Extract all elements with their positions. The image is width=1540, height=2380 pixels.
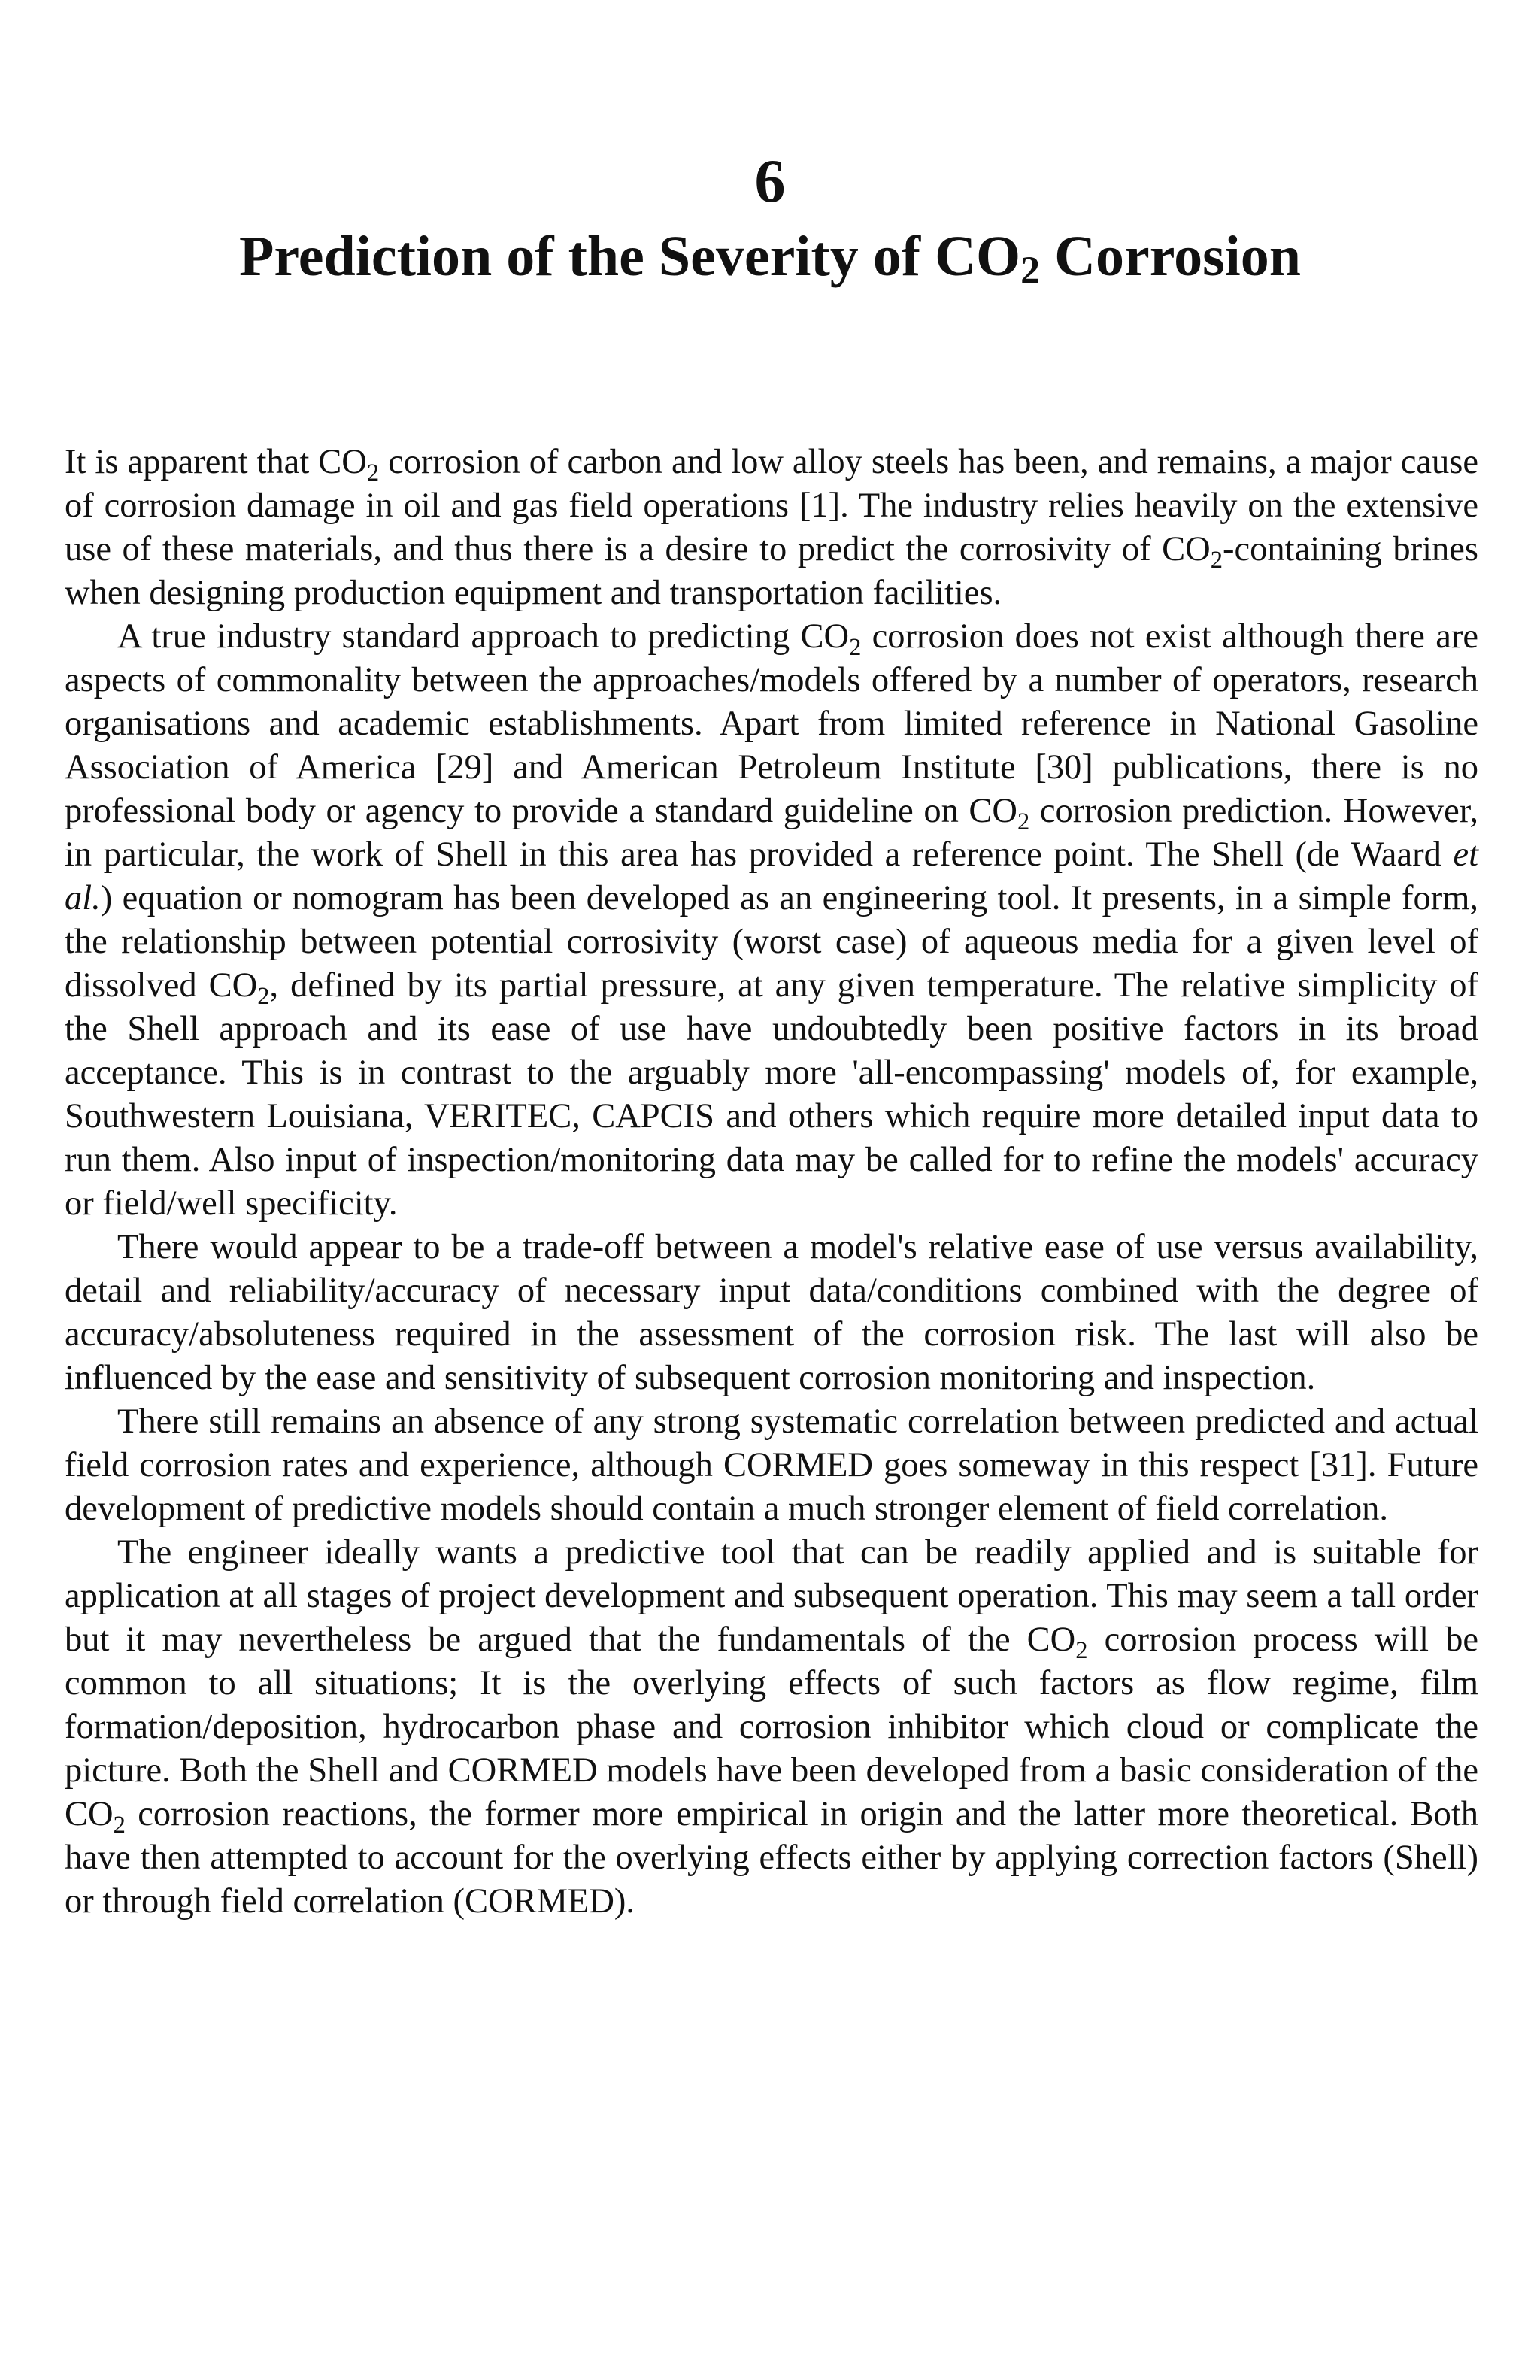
co2-subscript: 2 (366, 459, 380, 487)
text-run: It is apparent that CO (65, 443, 367, 481)
paragraph-2 (65, 615, 1478, 1226)
text-run: A true industry standard approach to predicting CO (117, 617, 850, 656)
text-run: corrosion prediction. However, in particular, the work of Shell in this area has provided a reference point. The Shell (de Waard (65, 792, 1478, 874)
text-run: corrosion reactions, the former more empirical in origin and the latter more theoretical. Both have then attempted to account for the overlying effects either by applying correction factors (Shell) or through field correlation (CORMED). (65, 1795, 1478, 1921)
citation-et-al: et al. (65, 835, 1478, 917)
co2-subscript: 2 (1017, 808, 1030, 835)
text-run: , defined by its partial pressure, at any given temperature. The relative simplicity of the Shell approach and its ease of use have undoubtedly been positive factors in its broad acceptance. This is in contrast to the arguably more 'all-encompassing' models of, for example, Southwestern Louisiana, VERITEC, CAPCIS and others which require more detailed input data to run them. Also input of inspection/monitoring data may be called for to refine the models' accuracy or field/well specificity. (65, 966, 1479, 1223)
text-run: corrosion does not exist although there are aspects of commonality between the approaches/models offered by a number of operators, research organisations and academic establishments. Apart from limited reference in National Gasoline Association of America [29] and American Petroleum Institute [30] publications, there is no professional body or agency to provide a standard guideline on CO (65, 617, 1478, 830)
chapter-title-text-end: Corrosion (1040, 225, 1302, 288)
co2-subscript: 2 (257, 982, 270, 1010)
chapter-title (0, 225, 1540, 293)
paragraph-3: There would appear to be a trade-off between a model's relative ease of use versus availability, detail and reliability/accuracy of necessary input data/conditions combined with the degree of accuracy/absoluteness required in the assessment of the corrosion risk. The last will also be influenced by the ease and sensitivity of subsequent corrosion monitoring and inspection. (65, 1228, 1478, 1397)
paragraph-1 (65, 441, 1478, 615)
text-run: The engineer ideally wants a predictive tool that can be readily applied and is suitable for application at all stages of project development and subsequent operation. This may seem a tall order but it may nevertheless be argued that the fundamentals of the CO (65, 1533, 1478, 1659)
co2-subscript: 2 (113, 1811, 126, 1839)
co2-subscript: 2 (1020, 249, 1041, 293)
paragraph-5 (65, 1531, 1478, 1924)
text-run: corrosion of carbon and low alloy steels has been, and remains, a major cause of corrosion damage in oil and gas field operations [1]. The industry relies heavily on the extensive use of these materials, and thus there is a desire to predict the corrosivity of CO (65, 443, 1478, 568)
text-run: corrosion process will be common to all situations; It is the overlying effects of such factors as flow regime, film formation/deposition, hydrocarbon phase and corrosion inhibitor which cloud or complicate the picture. Both the Shell and CORMED models have been developed from a basic consideration of the CO (65, 1621, 1478, 1833)
body-text (65, 441, 1478, 1924)
chapter-title-text: Prediction of the Severity of CO (238, 225, 1021, 288)
co2-subscript: 2 (849, 633, 862, 661)
text-run: ) equation or nomogram has been developed as an engineering tool. It presents, in a simple form, the relationship between potential corrosivity (worst case) of aqueous media for a given level of dissolved CO (65, 879, 1478, 1005)
chapter-number: 6 (754, 147, 786, 215)
co2-subscript: 2 (1210, 546, 1223, 574)
text-run: -containing brines when designing production equipment and transportation facilities. (65, 530, 1478, 612)
co2-subscript: 2 (1075, 1636, 1088, 1664)
paragraph-4: There still remains an absence of any strong systematic correlation between predicted and actual field corrosion rates and experience, although CORMED goes someway in this respect [31]. Future development of predictive models should contain a much stronger element of field correlation. (65, 1402, 1478, 1528)
